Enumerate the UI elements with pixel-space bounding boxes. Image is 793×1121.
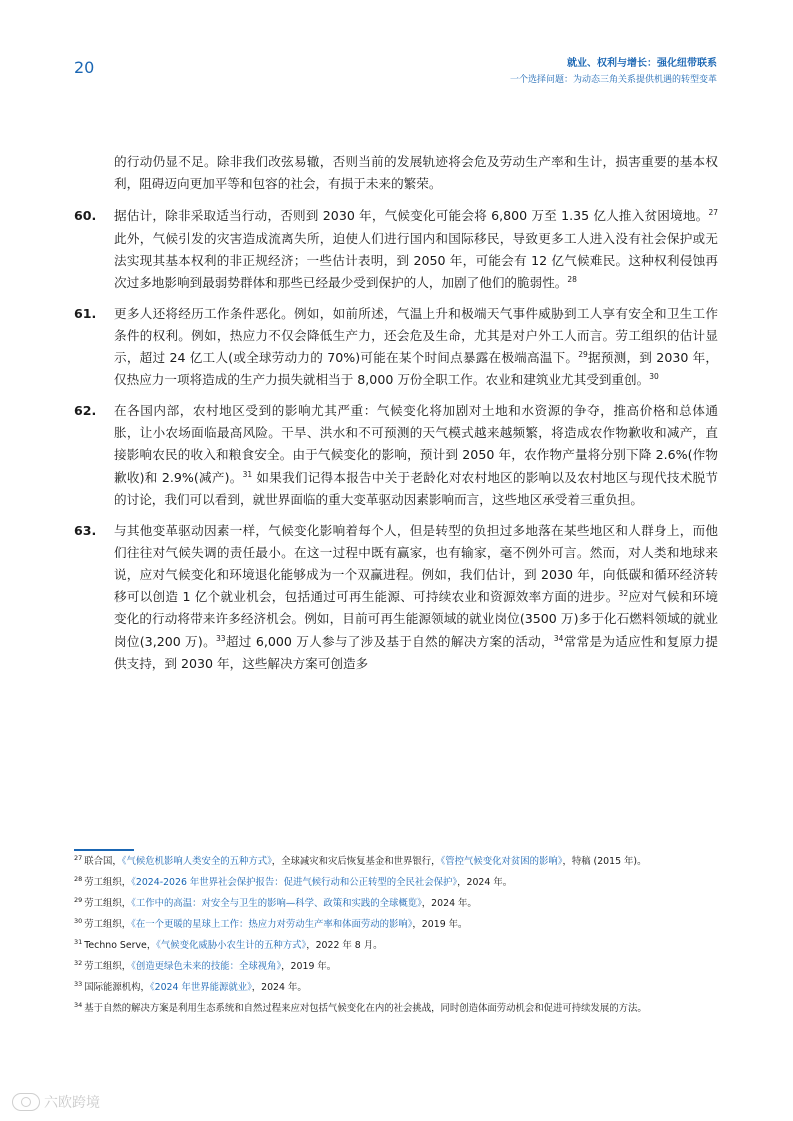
header-subtitle: 一个选择问题：为动态三角关系提供机遇的转型变革 — [509, 75, 717, 85]
footnote-text: Techno Serve， — [84, 940, 157, 951]
footnote — [74, 938, 720, 954]
footnote-text: ，2019 年。 — [281, 961, 337, 972]
paragraph-number: 61. — [74, 305, 97, 321]
paragraph-text: 与其他变革驱动因素一样，气候变化影响着每个人，但是转型的负担过多地落在某些地区和人群身上，而他们往往对气候失调的责任最小。在这一过程中既有赢家，也有输家，毫不例外可言。然而，对人类和地球来说，应对气候变化和环境退化能够成为一个双赢进程。例如，我们估计，到 2030 年，向低碳和循环经济转移可以创造 1 亿个就业机会，包括通过可再生能源、可持续农业和资源效率方面的进步。 — [114, 522, 718, 605]
watermark — [12, 1092, 100, 1112]
running-header — [510, 56, 717, 88]
footnote — [74, 980, 720, 996]
footnote-number: 30 — [74, 916, 83, 925]
footnotes — [74, 854, 720, 1022]
footnote-link[interactable]: 《2024-2026 年世界社会保护报告：促进气候行动和公正转型的全民社会保护》 — [131, 877, 458, 888]
footnote-text: ，全球减灾和灾后恢复基金和世界银行， — [271, 856, 441, 867]
footnote-number: 34 — [74, 1000, 83, 1009]
footnote — [74, 917, 720, 933]
footnote-text: ，2022 年 8 月。 — [306, 940, 383, 951]
footnote — [74, 875, 720, 891]
paragraph-number: 63. — [74, 522, 97, 538]
paragraph-text: 更多人还将经历工作条件恶化。例如，如前所述，气温上升和极端天气事件威胁到工人享有安全和卫生工作条件的权利。例如，热应力不仅会降低生产力，还会危及生命，尤其是对户外工人而言。劳工组织的估计显示，超过 24 亿工人(或全球劳动力的 70%)可能在某个时间点暴露在极端高温下。 — [114, 305, 718, 366]
footnote-ref[interactable]: 27 — [708, 208, 718, 218]
footnote-number: 31 — [74, 937, 83, 946]
paragraph-text: 应对气候和环境变化的行动将带来许多经济机会。例如，目前可再生能源领域的就业岗位(3500 万)多于化石燃料领域的就业岗位(3,200 万)。 — [114, 589, 718, 649]
watermark-logo-icon — [12, 1093, 40, 1111]
footnote-ref[interactable]: 30 — [649, 372, 659, 382]
footnote — [74, 854, 720, 870]
footnote-ref[interactable]: 29 — [578, 349, 588, 359]
paragraph-text: 此外，气候引发的灾害造成流离失所，迫使人们进行国内和国际移民，导致更多工人进入没有社会保护或无法实现其基本权利的非正规经济；一些估计表明，到 2050 年，可能会有 12 亿气候难民。这种权利侵蚀再次过多地影响到最弱势群体和那些已经最少受到保护的人，加剧了他们的脆弱性。 — [114, 230, 718, 291]
footnote-text: 国际能源机构， — [84, 982, 150, 993]
paragraph-text: 常常是为适应性和复原力提供支持，到 2030 年，这些解决方案可创造多 — [114, 633, 719, 671]
footnote-text: 劳工组织， — [84, 919, 132, 930]
continuation-paragraph: 的行动仍显不足。除非我们改弦易辙，否则当前的发展轨迹将会危及劳动生产率和生计，损害重要的基本权利，阻碍迈向更加平等和包容的社会，有损于未来的繁荣。 — [114, 154, 718, 192]
footnote-link[interactable]: 《气候变化威胁小农生计的五种方式》 — [156, 940, 307, 951]
body-text — [74, 151, 718, 683]
footnote-ref[interactable]: 31 — [242, 469, 253, 479]
paragraph — [74, 303, 718, 392]
paragraph-number: 60. — [74, 208, 97, 224]
footnote-text: 劳工组织， — [84, 877, 132, 888]
footnote-text: ，2024 年。 — [251, 982, 307, 993]
footnote-ref[interactable]: 32 — [618, 588, 629, 598]
footnote — [74, 896, 720, 912]
paragraph — [74, 400, 718, 511]
header-title: 就业、权利与增长：强化纽带联系 — [567, 58, 717, 69]
page-number: 20 — [74, 58, 95, 77]
paragraph — [74, 520, 718, 675]
footnote-text: 基于自然的解决方案是利用生态系统和自然过程来应对包括气候变化在内的社会挑战，同时创造体面劳动机会和促进可持续发展的方法。 — [84, 1003, 647, 1014]
footnote-text: ，2019 年。 — [412, 919, 468, 930]
footnote-link[interactable]: 《在一个更暖的星球上工作：热应力对劳动生产率和体面劳动的影响》 — [131, 919, 413, 930]
footnote-text: 联合国， — [84, 856, 122, 867]
watermark-text: 六欧跨境 — [44, 1095, 100, 1111]
paragraph-text: 据估计，除非采取适当行动，否则到 2030 年，气候变化可能会将 6,800 万至 1.35 亿人推入贫困境地。 — [114, 208, 709, 224]
paragraph-number: 62. — [74, 403, 97, 419]
footnote-text: 劳工组织， — [84, 898, 132, 909]
paragraph-text: 如果我们记得本报告中关于老龄化对农村地区的影响以及农村地区与现代技术脱节的讨论，我们可以看到，就世界面临的重大变革驱动因素影响而言，这些地区承受着三重负担。 — [114, 469, 718, 507]
footnote-ref[interactable]: 33 — [216, 633, 226, 643]
numbered-paragraphs — [74, 205, 718, 675]
footnote-number: 27 — [74, 853, 83, 862]
footnote-text: ，2024 年。 — [457, 877, 513, 888]
footnote — [74, 1001, 720, 1017]
footnote-link[interactable]: 《创造更绿色未来的技能：全球视角》 — [131, 961, 282, 972]
footnote-number: 29 — [74, 895, 83, 904]
paragraph — [74, 205, 718, 294]
footnote-number: 28 — [74, 874, 83, 883]
footnote-rule — [74, 849, 134, 851]
footnote-ref[interactable]: 28 — [567, 274, 577, 284]
footnote-text: ，特稿 (2015 年)。 — [562, 856, 647, 867]
paragraph-text: 在各国内部，农村地区受到的影响尤其严重：气候变化将加剧对土地和水资源的争夺，推高价格和总体通胀，让小农场面临最高风险。干旱、洪水和不可预测的天气模式越来越频繁，将造成农作物歉收和减产，直接影响农民的收入和粮食安全。由于气候变化的影响，预计到 2050 年，农作物产量将分别下降 2.6%(作物歉收)和 2.9%(减产)。 — [114, 403, 718, 485]
footnote — [74, 959, 720, 975]
paragraph-text: 超过 6,000 万人参与了涉及基于自然的解决方案的活动， — [225, 633, 554, 649]
footnote-link[interactable]: 《气候危机影响人类安全的五种方式》 — [121, 856, 272, 867]
footnote-link[interactable]: 《工作中的高温：对安全与卫生的影响—科学、政策和实践的全球概览》 — [131, 898, 422, 909]
footnote-link[interactable]: 《2024 年世界能源就业》 — [149, 982, 252, 993]
footnote-number: 32 — [74, 958, 83, 967]
footnote-text: 劳工组织， — [84, 961, 132, 972]
footnote-number: 33 — [74, 979, 83, 988]
footnote-text: ，2024 年。 — [421, 898, 477, 909]
paragraph-text: 据预测，到 2030 年，仅热应力一项将造成的生产力损失就相当于 8,000 万份全职工作。农业和建筑业尤其受到重创。 — [114, 350, 718, 388]
footnote-link[interactable]: 《管控气候变化对贫困的影响》 — [440, 856, 563, 867]
footnote-ref[interactable]: 34 — [553, 633, 564, 643]
